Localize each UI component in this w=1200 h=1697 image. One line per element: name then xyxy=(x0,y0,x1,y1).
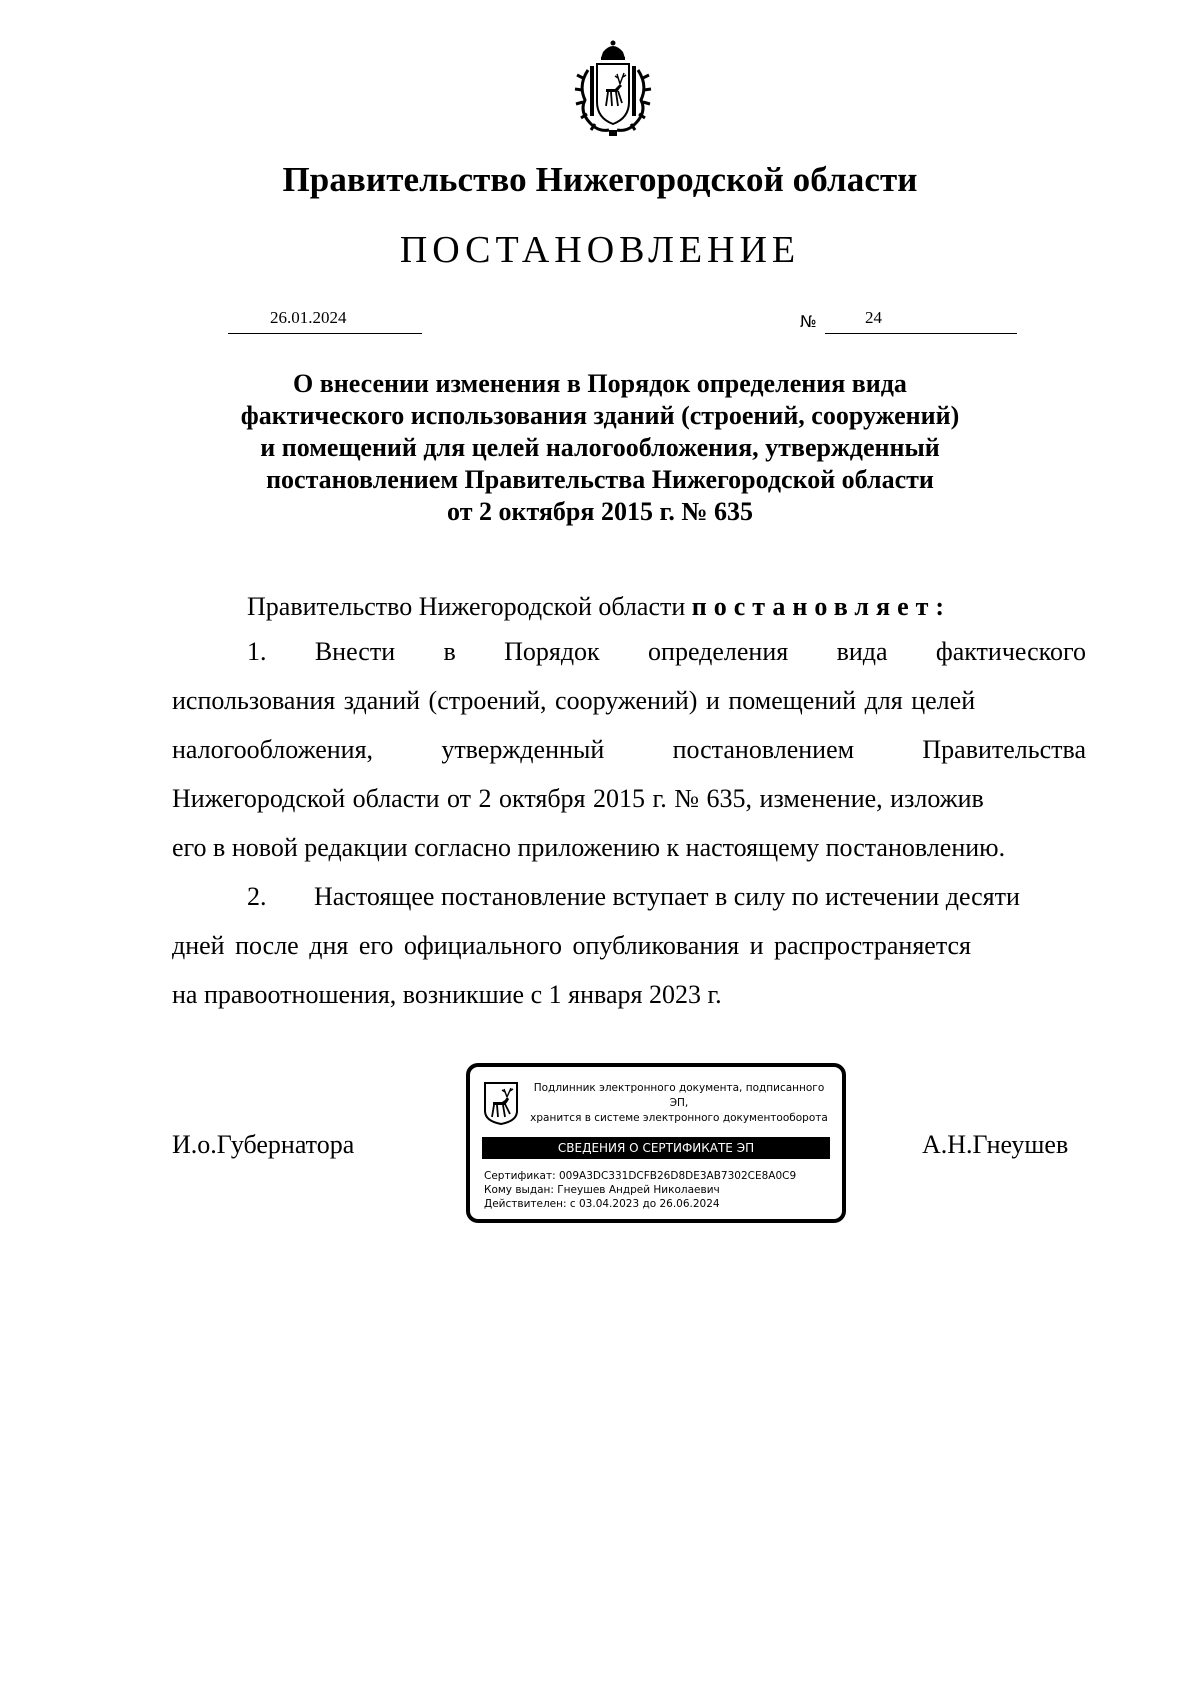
validity-label: Действителен: xyxy=(484,1198,567,1210)
word: фактического xyxy=(935,637,1086,666)
decree-intro xyxy=(247,592,951,622)
subject-line: О внесении изменения в Порядок определения вида xyxy=(293,369,907,398)
word: в xyxy=(443,637,456,666)
word: определения xyxy=(648,637,789,666)
item-2-line-1-text: Настоящее постановление вступает в силу по истечении десяти xyxy=(314,882,1020,911)
intro-text: Правительство Нижегородской области xyxy=(247,592,686,621)
number-sign: № xyxy=(800,312,817,331)
certificate-label: Сертификат: xyxy=(484,1170,556,1182)
item-2-line-2: дней после дня его официального опубликования и распространяется xyxy=(172,931,972,960)
item-number: 2. xyxy=(247,882,267,911)
intro-decree-word: постановляет: xyxy=(691,592,952,621)
document-number-field xyxy=(825,301,1017,334)
item-1-line-2: использования зданий (строений, сооружений) и помещений для целей xyxy=(172,686,976,715)
certificate-value: 009A3DC331DCFB26D8DE3AB7302CE8A0C9 xyxy=(558,1170,797,1182)
signatory-name: А.Н.Гнеушев xyxy=(922,1130,1069,1159)
issued-to-value: Гнеушев Андрей Николаевич xyxy=(557,1184,720,1196)
word: Внести xyxy=(314,637,396,666)
validity-value: с 03.04.2023 до 26.06.2024 xyxy=(569,1198,720,1210)
issued-to-row xyxy=(484,1183,796,1197)
word: Правительства xyxy=(922,735,1086,764)
issued-to-label: Кому выдан: xyxy=(484,1184,554,1196)
subject-line: постановлением Правительства Нижегородской области xyxy=(266,465,934,494)
stamp-header-line: хранится в системе электронного документооборота xyxy=(530,1112,828,1124)
certificate-banner: СВЕДЕНИЯ О СЕРТИФИКАТЕ ЭП xyxy=(482,1137,830,1159)
document-date: 26.01.2024 xyxy=(270,308,347,327)
item-2-line-3: на правоотношения, возникшие с 1 января 2023 г. xyxy=(172,980,722,1009)
validity-row xyxy=(484,1197,796,1211)
deer-logo-icon xyxy=(483,1081,519,1125)
item-1-line-4: Нижегородской области от 2 октября 2015 г. № 635, изменение, изложив xyxy=(172,784,984,813)
subject-line: от 2 октября 2015 г. № 635 xyxy=(447,497,753,526)
item-number: 1. xyxy=(247,637,267,666)
word: вида xyxy=(836,637,888,666)
document-type: ПОСТАНОВЛЕНИЕ xyxy=(399,229,801,271)
certificate-details xyxy=(484,1169,796,1211)
item-2 xyxy=(172,881,1086,1028)
e-signature-stamp xyxy=(466,1063,846,1223)
stamp-header xyxy=(524,1081,834,1126)
subject-line: и помещений для целей налогообложения, утвержденный xyxy=(260,433,940,462)
coat-of-arms-emblem xyxy=(573,40,653,140)
item-1-line-3 xyxy=(172,734,1086,783)
stamp-header-line: Подлинник электронного документа, подписанного ЭП, xyxy=(533,1082,825,1109)
item-2-line-1 xyxy=(172,881,1086,930)
word: налогообложения, xyxy=(172,735,374,764)
certificate-row xyxy=(484,1169,796,1183)
organization-title: Правительство Нижегородской области xyxy=(282,160,918,199)
item-1 xyxy=(172,636,1086,881)
item-1-line-1 xyxy=(172,636,1086,685)
document-number: 24 xyxy=(865,308,882,327)
document-date-field xyxy=(228,301,422,334)
word: постановлением xyxy=(672,735,855,764)
document-subject xyxy=(0,368,1200,528)
signatory-position: И.о.Губернатора xyxy=(172,1130,355,1159)
subject-line: фактического использования зданий (строений, сооружений) xyxy=(240,401,960,430)
word: утвержденный xyxy=(441,735,605,764)
item-1-line-5: его в новой редакции согласно приложению к настоящему постановлению. xyxy=(172,833,1006,862)
word: Порядок xyxy=(504,637,600,666)
